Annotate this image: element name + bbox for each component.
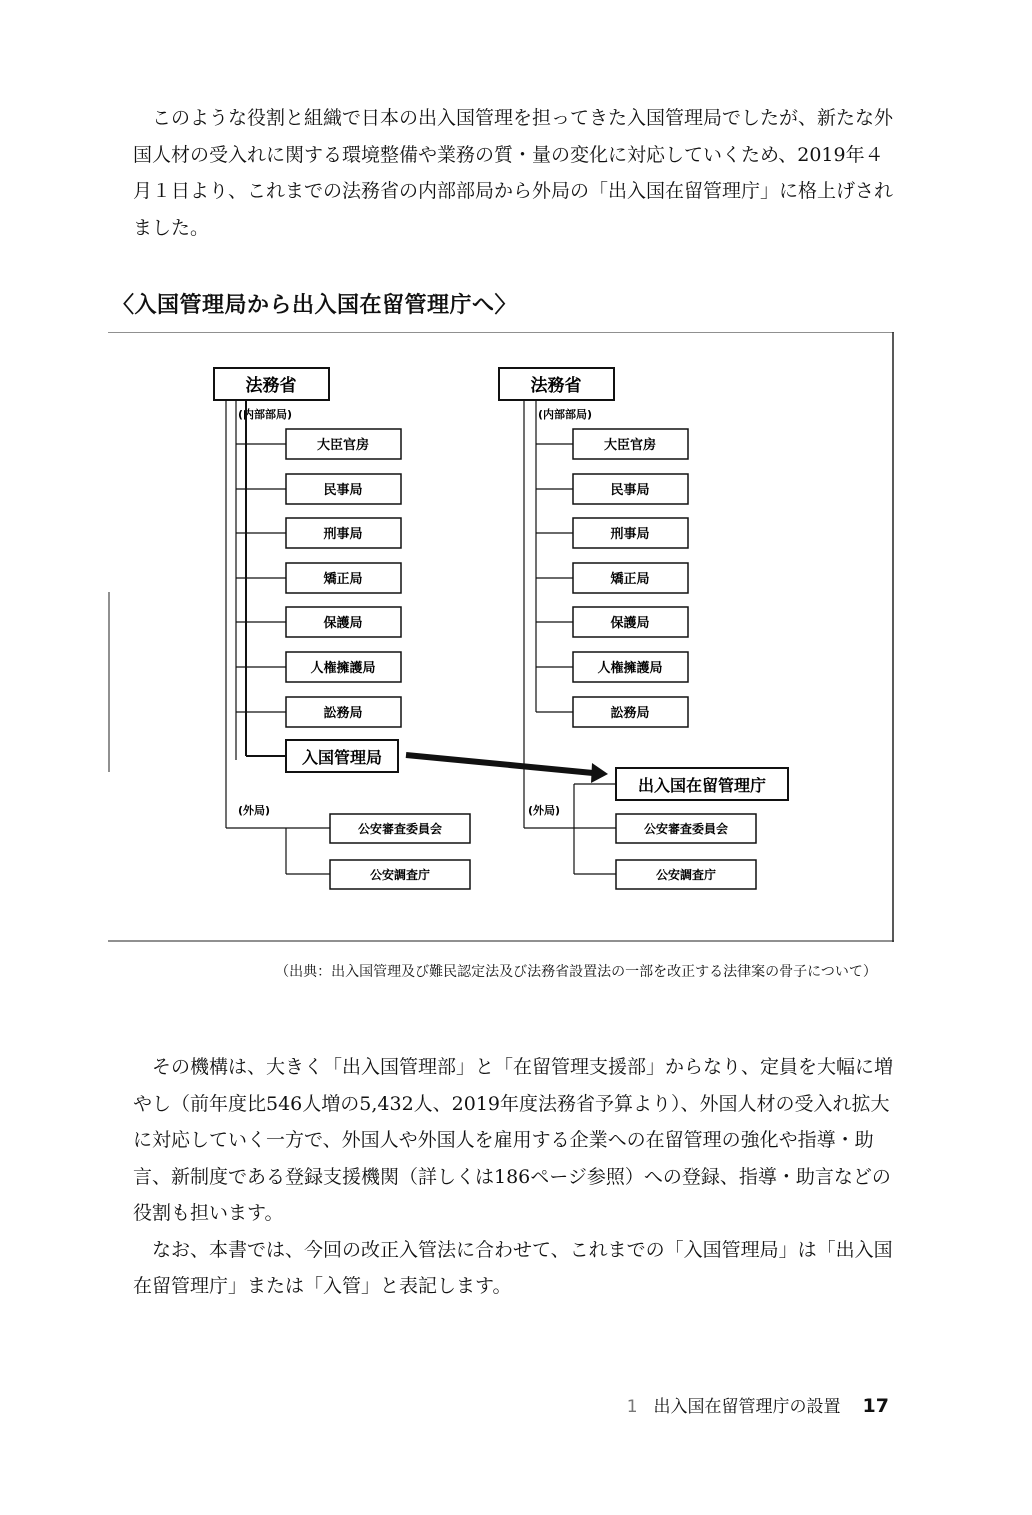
right-bureau-label: 保護局 [610, 616, 650, 631]
right-immigration-agency-label: 出入国在留管理庁 [637, 776, 767, 795]
left-external-label: (外局) [238, 804, 271, 817]
left-external-box [330, 860, 470, 889]
chapter-title: 出入国在留管理庁の設置 [653, 1397, 841, 1417]
right-bureau-box [573, 429, 688, 459]
right-ministry-box [499, 368, 614, 400]
right-bureau-label: 刑事局 [610, 527, 650, 542]
left-bureau-box [286, 607, 401, 637]
right-bureau-label: 矯正局 [610, 572, 650, 587]
right-bureau-box [573, 518, 688, 548]
left-bureau-label: 訟務局 [323, 706, 363, 721]
left-bureau-label: 保護局 [323, 616, 363, 631]
left-bureau-label: 人権擁護局 [310, 661, 376, 676]
right-bureau-box [573, 607, 688, 637]
left-bureau-label: 大臣官房 [316, 438, 370, 453]
left-bureau-box [286, 429, 401, 459]
left-bureau-box [286, 518, 401, 548]
right-bureau-label: 人権擁護局 [597, 661, 663, 676]
right-bureau-box [573, 652, 688, 682]
left-ministry-label: 法務省 [245, 376, 297, 396]
left-ministry-box [214, 368, 329, 400]
right-bureau-label: 訟務局 [610, 706, 650, 721]
intro-paragraph [133, 100, 895, 246]
intro-text: このような役割と組織で日本の出入国管理を担ってきた入国管理局でしたが、新たな外国人材の受入れに関する環境整備や業務の質・量の変化に対応していくため、2019年４月１日より、これまでの法務省の内部部局から外局の「出入国在留管理庁」に格上げされました。 [133, 107, 894, 239]
left-immigration-bureau-label: 入国管理局 [301, 748, 383, 767]
org-chart-figure [108, 332, 894, 942]
left-immigration-bureau-box [286, 740, 398, 772]
left-external-label-text: 公安調査庁 [369, 868, 431, 882]
left-bureau-label: 矯正局 [323, 572, 363, 587]
page-footer [627, 1392, 889, 1417]
section-heading: 〈入国管理局から出入国在留管理庁へ〉 [112, 293, 518, 318]
left-bureau-box [286, 697, 401, 727]
right-external-box [616, 860, 756, 889]
right-external-label: (外局) [528, 804, 561, 817]
right-immigration-agency-box [616, 768, 788, 800]
right-bureau-label: 民事局 [610, 483, 650, 498]
left-bureau-label: 民事局 [323, 483, 363, 498]
page-number: 17 [862, 1395, 889, 1417]
body-section [133, 1049, 895, 1305]
left-internal-label: (内部部局) [238, 408, 293, 421]
right-bureau-box [573, 474, 688, 504]
source-caption: （出典：出入国管理及び難民認定法及び法務省設置法の一部を改正する法律案の骨子について） [275, 964, 877, 980]
body-paragraph-2: なお、本書では、今回の改正入管法に合わせて、これまでの「入国管理局」は「出入国在留管理庁」または「入管」と表記します。 [133, 1238, 893, 1297]
right-external-label-text: 公安調査庁 [655, 868, 717, 882]
right-bureau-box [573, 563, 688, 593]
transfer-arrow-line [406, 755, 593, 773]
transfer-arrowhead-icon [591, 763, 608, 783]
right-external-box [616, 814, 756, 843]
right-internal-label: (内部部局) [538, 408, 593, 421]
left-external-box [330, 814, 470, 843]
body-paragraph-1: その機構は、大きく「出入国管理部」と「在留管理支援部」からなり、定員を大幅に増やし（前年度比546人増の5,432人、2019年度法務省予算より）、外国人材の受入れ拡大に対応していく一方で、外国人や外国人を雇用する企業への在留管理の強化や指導・助言、新制度である登録支援機関（詳しくは186ページ参照）への登録、指導・助言などの役割も担います。 [133, 1056, 894, 1224]
org-chart [108, 332, 894, 942]
right-external-label-text: 公安審査委員会 [643, 822, 729, 836]
right-ministry-label: 法務省 [530, 376, 582, 396]
chapter-number: 1 [626, 1397, 638, 1417]
left-bureau-box [286, 652, 401, 682]
right-bureau-label: 大臣官房 [603, 438, 657, 453]
left-bureau-box [286, 563, 401, 593]
left-external-label-text: 公安審査委員会 [357, 822, 443, 836]
left-bureau-box [286, 474, 401, 504]
left-bureau-label: 刑事局 [323, 527, 363, 542]
right-bureau-box [573, 697, 688, 727]
